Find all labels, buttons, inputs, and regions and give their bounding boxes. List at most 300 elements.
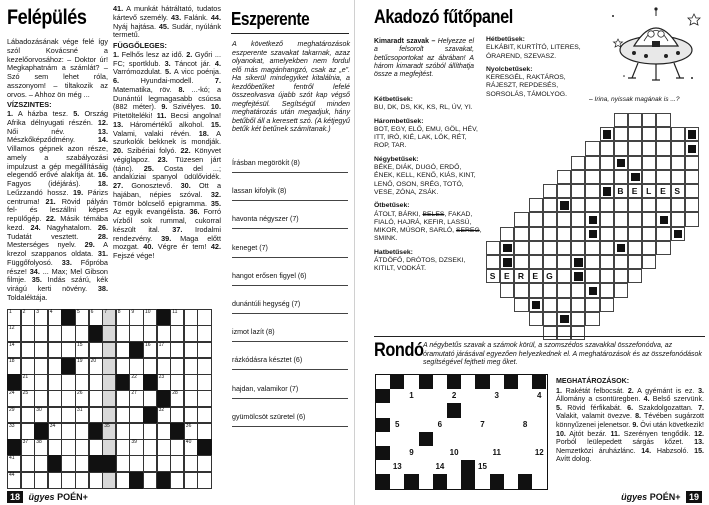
crossword-cell[interactable] (75, 358, 89, 375)
grid-cell[interactable] (600, 170, 614, 184)
crossword-cell[interactable] (157, 439, 171, 456)
grid-cell[interactable] (571, 326, 585, 340)
grid-cell[interactable] (642, 241, 656, 255)
grid-cell[interactable] (685, 198, 699, 212)
crossword-cell[interactable] (89, 374, 103, 391)
crossword-cell[interactable] (170, 325, 184, 342)
crossword-cell[interactable] (129, 325, 143, 342)
grid-cell[interactable] (557, 326, 571, 340)
grid-cell[interactable] (600, 212, 614, 226)
crossword-cell[interactable] (21, 309, 35, 326)
rondo-cell[interactable] (419, 460, 433, 474)
grid-letter-cell[interactable]: E (656, 184, 670, 198)
crossword-cell[interactable] (197, 423, 211, 440)
rondo-cell[interactable] (532, 403, 546, 417)
grid-cell[interactable] (585, 156, 599, 170)
grid-cell[interactable] (585, 255, 599, 269)
grid-cell[interactable] (514, 298, 528, 312)
rondo-cell[interactable] (461, 432, 475, 446)
rondo-cell[interactable] (490, 460, 504, 474)
grid-cell[interactable] (685, 212, 699, 226)
grid-cell[interactable] (600, 283, 614, 297)
crossword-cell[interactable] (129, 309, 143, 326)
grid-cell[interactable] (500, 283, 514, 297)
crossword-cell[interactable] (7, 342, 21, 359)
crossword-cell[interactable] (157, 455, 171, 472)
grid-cell[interactable] (671, 198, 685, 212)
grid-letter-cell[interactable]: G (543, 269, 557, 283)
crossword-cell[interactable] (143, 455, 157, 472)
grid-cell[interactable] (514, 227, 528, 241)
grid-cell[interactable] (642, 113, 656, 127)
crossword-cell[interactable] (75, 407, 89, 424)
crossword-cell[interactable] (75, 374, 89, 391)
crossword-cell[interactable] (184, 374, 198, 391)
grid-cell[interactable] (585, 298, 599, 312)
crossword-cell[interactable] (34, 342, 48, 359)
crossword-cell[interactable] (75, 390, 89, 407)
crossword-cell[interactable] (89, 472, 103, 489)
crossword-cell[interactable] (34, 309, 48, 326)
crossword-cell[interactable] (34, 325, 48, 342)
rondo-cell[interactable] (475, 446, 489, 460)
grid-cell[interactable] (543, 255, 557, 269)
grid-cell[interactable] (571, 198, 585, 212)
rondo-cell[interactable] (504, 432, 518, 446)
rondo-cell[interactable] (532, 418, 546, 432)
grid-cell[interactable] (642, 227, 656, 241)
grid-cell[interactable] (529, 227, 543, 241)
grid-cell[interactable] (642, 255, 656, 269)
rondo-cell[interactable] (376, 460, 390, 474)
grid-cell[interactable] (486, 241, 500, 255)
grid-cell[interactable] (543, 184, 557, 198)
crossword-cell[interactable] (61, 374, 75, 391)
crossword-cell[interactable] (102, 390, 116, 407)
rondo-cell[interactable] (376, 432, 390, 446)
grid-cell[interactable] (628, 241, 642, 255)
grid-cell[interactable] (529, 255, 543, 269)
rondo-cell[interactable] (419, 418, 433, 432)
crossword-cell[interactable] (170, 342, 184, 359)
grid-cell[interactable] (628, 212, 642, 226)
crossword-cell[interactable] (170, 390, 184, 407)
grid-cell[interactable] (685, 156, 699, 170)
crossword-cell[interactable] (34, 358, 48, 375)
answer-line[interactable] (232, 257, 348, 258)
crossword-cell[interactable] (143, 472, 157, 489)
crossword-cell[interactable] (116, 342, 130, 359)
grid-cell[interactable] (628, 255, 642, 269)
crossword-cell[interactable] (197, 309, 211, 326)
crossword-cell[interactable] (61, 342, 75, 359)
grid-cell[interactable] (628, 156, 642, 170)
crossword-cell[interactable] (184, 342, 198, 359)
crossword-cell[interactable] (170, 455, 184, 472)
grid-cell[interactable] (685, 184, 699, 198)
grid-cell[interactable] (514, 283, 528, 297)
rondo-cell[interactable] (433, 446, 447, 460)
crossword-cell[interactable] (7, 309, 21, 326)
grid-cell[interactable] (614, 198, 628, 212)
rondo-cell[interactable] (518, 446, 532, 460)
grid-cell[interactable] (557, 269, 571, 283)
grid-letter-cell[interactable]: L (642, 184, 656, 198)
grid-cell[interactable] (600, 156, 614, 170)
crossword-cell[interactable] (129, 455, 143, 472)
crossword-cell[interactable] (143, 342, 157, 359)
crossword-cell[interactable] (7, 390, 21, 407)
answer-line[interactable] (232, 200, 348, 201)
grid-cell[interactable] (571, 312, 585, 326)
rondo-cell[interactable] (390, 474, 404, 488)
rondo-cell[interactable] (475, 389, 489, 403)
rondo-cell[interactable] (518, 460, 532, 474)
crossword-cell[interactable] (48, 423, 62, 440)
crossword-cell[interactable] (34, 407, 48, 424)
crossword-cell[interactable] (48, 309, 62, 326)
grid-letter-cell[interactable]: S (486, 269, 500, 283)
crossword-cell[interactable] (48, 374, 62, 391)
rondo-cell[interactable] (390, 432, 404, 446)
crossword-cell[interactable] (7, 358, 21, 375)
answer-line[interactable] (232, 398, 348, 399)
crossword-cell[interactable] (21, 455, 35, 472)
answer-line[interactable] (232, 228, 348, 229)
grid-cell[interactable] (671, 127, 685, 141)
crossword-cell[interactable] (48, 342, 62, 359)
grid-cell[interactable] (585, 198, 599, 212)
grid-cell[interactable] (614, 269, 628, 283)
rondo-cell[interactable] (490, 418, 504, 432)
crossword-cell[interactable] (129, 423, 143, 440)
crossword-cell[interactable] (170, 374, 184, 391)
grid-cell[interactable] (642, 198, 656, 212)
grid-cell[interactable] (628, 113, 642, 127)
grid-letter-cell[interactable]: E (529, 269, 543, 283)
grid-cell[interactable] (557, 298, 571, 312)
crossword-cell[interactable] (116, 309, 130, 326)
grid-cell[interactable] (514, 241, 528, 255)
grid-cell[interactable] (642, 127, 656, 141)
crossword-cell[interactable] (102, 407, 116, 424)
crossword-cell[interactable] (170, 309, 184, 326)
crossword-cell[interactable] (116, 325, 130, 342)
crossword-cell[interactable] (21, 407, 35, 424)
grid-cell[interactable] (543, 326, 557, 340)
crossword-cell[interactable] (197, 374, 211, 391)
crossword-cell[interactable] (34, 455, 48, 472)
grid-cell[interactable] (529, 198, 543, 212)
rondo-cell[interactable] (490, 403, 504, 417)
answer-line[interactable] (232, 285, 348, 286)
crossword-cell[interactable] (116, 407, 130, 424)
grid-cell[interactable] (656, 198, 670, 212)
crossword-cell[interactable] (75, 472, 89, 489)
crossword-cell[interactable] (157, 423, 171, 440)
crossword-cell[interactable] (143, 439, 157, 456)
crossword-cell[interactable] (34, 390, 48, 407)
crossword-cell[interactable] (184, 325, 198, 342)
crossword-cell[interactable] (143, 358, 157, 375)
grid-cell[interactable] (543, 312, 557, 326)
crossword-cell[interactable] (102, 309, 116, 326)
crossword-cell[interactable] (34, 374, 48, 391)
grid-cell[interactable] (642, 212, 656, 226)
rondo-cell[interactable] (433, 403, 447, 417)
grid-cell[interactable] (656, 241, 670, 255)
grid-cell[interactable] (671, 212, 685, 226)
grid-cell[interactable] (614, 227, 628, 241)
rondo-cell[interactable] (404, 460, 418, 474)
grid-cell[interactable] (571, 227, 585, 241)
crossword-cell[interactable] (184, 407, 198, 424)
grid-cell[interactable] (543, 212, 557, 226)
crossword-cell[interactable] (197, 358, 211, 375)
grid-cell[interactable] (656, 170, 670, 184)
crossword-cell[interactable] (75, 455, 89, 472)
crossword-cell[interactable] (116, 455, 130, 472)
crossword-cell[interactable] (129, 374, 143, 391)
grid-cell[interactable] (585, 241, 599, 255)
crossword-cell[interactable] (184, 358, 198, 375)
grid-letter-cell[interactable]: S (671, 184, 685, 198)
crossword-cell[interactable] (61, 455, 75, 472)
crossword-cell[interactable] (102, 374, 116, 391)
crossword-cell[interactable] (21, 342, 35, 359)
crossword-cell[interactable] (184, 309, 198, 326)
crossword-cell[interactable] (61, 472, 75, 489)
rondo-cell[interactable] (518, 389, 532, 403)
grid-cell[interactable] (529, 241, 543, 255)
grid-cell[interactable] (557, 241, 571, 255)
rondo-cell[interactable] (447, 418, 461, 432)
rondo-cell[interactable] (433, 375, 447, 389)
grid-cell[interactable] (600, 269, 614, 283)
rondo-cell[interactable] (504, 446, 518, 460)
grid-cell[interactable] (614, 212, 628, 226)
crossword-cell[interactable] (75, 423, 89, 440)
grid-cell[interactable] (600, 298, 614, 312)
answer-line[interactable] (232, 313, 348, 314)
rondo-cell[interactable] (404, 403, 418, 417)
grid-cell[interactable] (614, 127, 628, 141)
grid-cell[interactable] (571, 283, 585, 297)
crossword-cell[interactable] (102, 358, 116, 375)
rondo-cell[interactable] (504, 389, 518, 403)
rondo-cell[interactable] (461, 418, 475, 432)
grid-cell[interactable] (557, 227, 571, 241)
rondo-cell[interactable] (461, 375, 475, 389)
crossword-cell[interactable] (21, 423, 35, 440)
grid-cell[interactable] (600, 141, 614, 155)
rondo-cell[interactable] (390, 403, 404, 417)
grid-cell[interactable] (614, 283, 628, 297)
grid-letter-cell[interactable]: E (628, 184, 642, 198)
grid-cell[interactable] (656, 227, 670, 241)
rondo-cell[interactable] (404, 432, 418, 446)
grid-cell[interactable] (585, 269, 599, 283)
crossword-cell[interactable] (7, 325, 21, 342)
crossword-cell[interactable] (116, 423, 130, 440)
crossword-cell[interactable] (75, 342, 89, 359)
crossword-cell[interactable] (116, 439, 130, 456)
rondo-cell[interactable] (376, 375, 390, 389)
crossword-cell[interactable] (116, 358, 130, 375)
grid-cell[interactable] (543, 227, 557, 241)
crossword-cell[interactable] (21, 472, 35, 489)
grid-cell[interactable] (614, 170, 628, 184)
rondo-cell[interactable] (504, 460, 518, 474)
rondo-cell[interactable] (475, 432, 489, 446)
rondo-cell[interactable] (419, 474, 433, 488)
rondo-cell[interactable] (390, 389, 404, 403)
rondo-cell[interactable] (376, 403, 390, 417)
grid-cell[interactable] (585, 312, 599, 326)
crossword-cell[interactable] (48, 439, 62, 456)
crossword-cell[interactable] (157, 325, 171, 342)
crossword-cell[interactable] (89, 358, 103, 375)
crossword-cell[interactable] (129, 358, 143, 375)
rondo-cell[interactable] (475, 474, 489, 488)
crossword-cell[interactable] (61, 390, 75, 407)
grid-cell[interactable] (628, 198, 642, 212)
crossword-cell[interactable] (170, 472, 184, 489)
crossword-cell[interactable] (89, 439, 103, 456)
rondo-cell[interactable] (475, 403, 489, 417)
grid-cell[interactable] (571, 212, 585, 226)
rondo-cell[interactable] (447, 432, 461, 446)
crossword-cell[interactable] (61, 423, 75, 440)
grid-cell[interactable] (585, 184, 599, 198)
crossword-cell[interactable] (21, 325, 35, 342)
answer-line[interactable] (232, 172, 348, 173)
crossword-cell[interactable] (184, 472, 198, 489)
grid-cell[interactable] (543, 198, 557, 212)
crossword-cell[interactable] (48, 325, 62, 342)
crossword-cell[interactable] (7, 423, 21, 440)
crossword-cell[interactable] (129, 439, 143, 456)
crossword-cell[interactable] (197, 325, 211, 342)
crossword-cell[interactable] (102, 472, 116, 489)
grid-cell[interactable] (671, 156, 685, 170)
crossword-cell[interactable] (89, 309, 103, 326)
answer-line[interactable] (232, 341, 348, 342)
crossword-cell[interactable] (89, 407, 103, 424)
crossword-cell[interactable] (7, 455, 21, 472)
grid-cell[interactable] (614, 255, 628, 269)
crossword-cell[interactable] (197, 472, 211, 489)
grid-cell[interactable] (543, 283, 557, 297)
grid-cell[interactable] (557, 283, 571, 297)
grid-cell[interactable] (656, 156, 670, 170)
rondo-cell[interactable] (447, 460, 461, 474)
rondo-cell[interactable] (461, 446, 475, 460)
answer-line[interactable] (232, 369, 348, 370)
crossword-cell[interactable] (48, 390, 62, 407)
crossword-cell[interactable] (184, 423, 198, 440)
grid-cell[interactable] (571, 184, 585, 198)
crossword-cell[interactable] (157, 374, 171, 391)
grid-letter-cell[interactable]: B (614, 184, 628, 198)
crossword-cell[interactable] (170, 439, 184, 456)
rondo-cell[interactable] (532, 460, 546, 474)
grid-cell[interactable] (571, 298, 585, 312)
rondo-cell[interactable] (433, 389, 447, 403)
grid-letter-cell[interactable]: E (500, 269, 514, 283)
grid-cell[interactable] (557, 255, 571, 269)
crossword-cell[interactable] (61, 439, 75, 456)
grid-cell[interactable] (628, 127, 642, 141)
grid-cell[interactable] (543, 298, 557, 312)
grid-cell[interactable] (557, 184, 571, 198)
grid-cell[interactable] (529, 212, 543, 226)
crossword-cell[interactable] (34, 439, 48, 456)
rondo-cell[interactable] (447, 474, 461, 488)
crossword-cell[interactable] (143, 325, 157, 342)
crossword-cell[interactable] (89, 342, 103, 359)
grid-cell[interactable] (600, 255, 614, 269)
rondo-cell[interactable] (504, 418, 518, 432)
rondo-cell[interactable] (490, 432, 504, 446)
rondo-cell[interactable] (532, 432, 546, 446)
grid-cell[interactable] (628, 227, 642, 241)
crossword-cell[interactable] (116, 472, 130, 489)
rondo-cell[interactable] (419, 446, 433, 460)
grid-cell[interactable] (642, 170, 656, 184)
crossword-cell[interactable] (61, 325, 75, 342)
crossword-cell[interactable] (7, 407, 21, 424)
crossword-cell[interactable] (184, 439, 198, 456)
crossword-cell[interactable] (197, 390, 211, 407)
grid-cell[interactable] (642, 156, 656, 170)
crossword-cell[interactable] (21, 390, 35, 407)
grid-cell[interactable] (600, 198, 614, 212)
rondo-cell[interactable] (518, 432, 532, 446)
grid-cell[interactable] (571, 170, 585, 184)
crossword-cell[interactable] (197, 407, 211, 424)
crossword-cell[interactable] (116, 390, 130, 407)
grid-cell[interactable] (486, 255, 500, 269)
grid-cell[interactable] (529, 312, 543, 326)
grid-cell[interactable] (571, 156, 585, 170)
crossword-cell[interactable] (34, 472, 48, 489)
crossword-cell[interactable] (102, 342, 116, 359)
grid-cell[interactable] (656, 127, 670, 141)
grid-cell[interactable] (500, 227, 514, 241)
crossword-cell[interactable] (75, 309, 89, 326)
crossword-cell[interactable] (157, 342, 171, 359)
answer-line[interactable] (232, 426, 348, 427)
rondo-cell[interactable] (532, 474, 546, 488)
rondo-cell[interactable] (504, 403, 518, 417)
grid-letter-cell[interactable]: R (514, 269, 528, 283)
grid-cell[interactable] (514, 255, 528, 269)
crossword-cell[interactable] (21, 439, 35, 456)
crossword-cell[interactable] (184, 390, 198, 407)
rondo-cell[interactable] (490, 375, 504, 389)
crossword-cell[interactable] (61, 407, 75, 424)
grid-cell[interactable] (557, 170, 571, 184)
crossword-cell[interactable] (102, 325, 116, 342)
crossword-cell[interactable] (184, 455, 198, 472)
crossword-cell[interactable] (75, 325, 89, 342)
crossword-cell[interactable] (7, 472, 21, 489)
crossword-cell[interactable] (143, 423, 157, 440)
crossword-cell[interactable] (21, 374, 35, 391)
grid-cell[interactable] (600, 241, 614, 255)
grid-cell[interactable] (571, 241, 585, 255)
